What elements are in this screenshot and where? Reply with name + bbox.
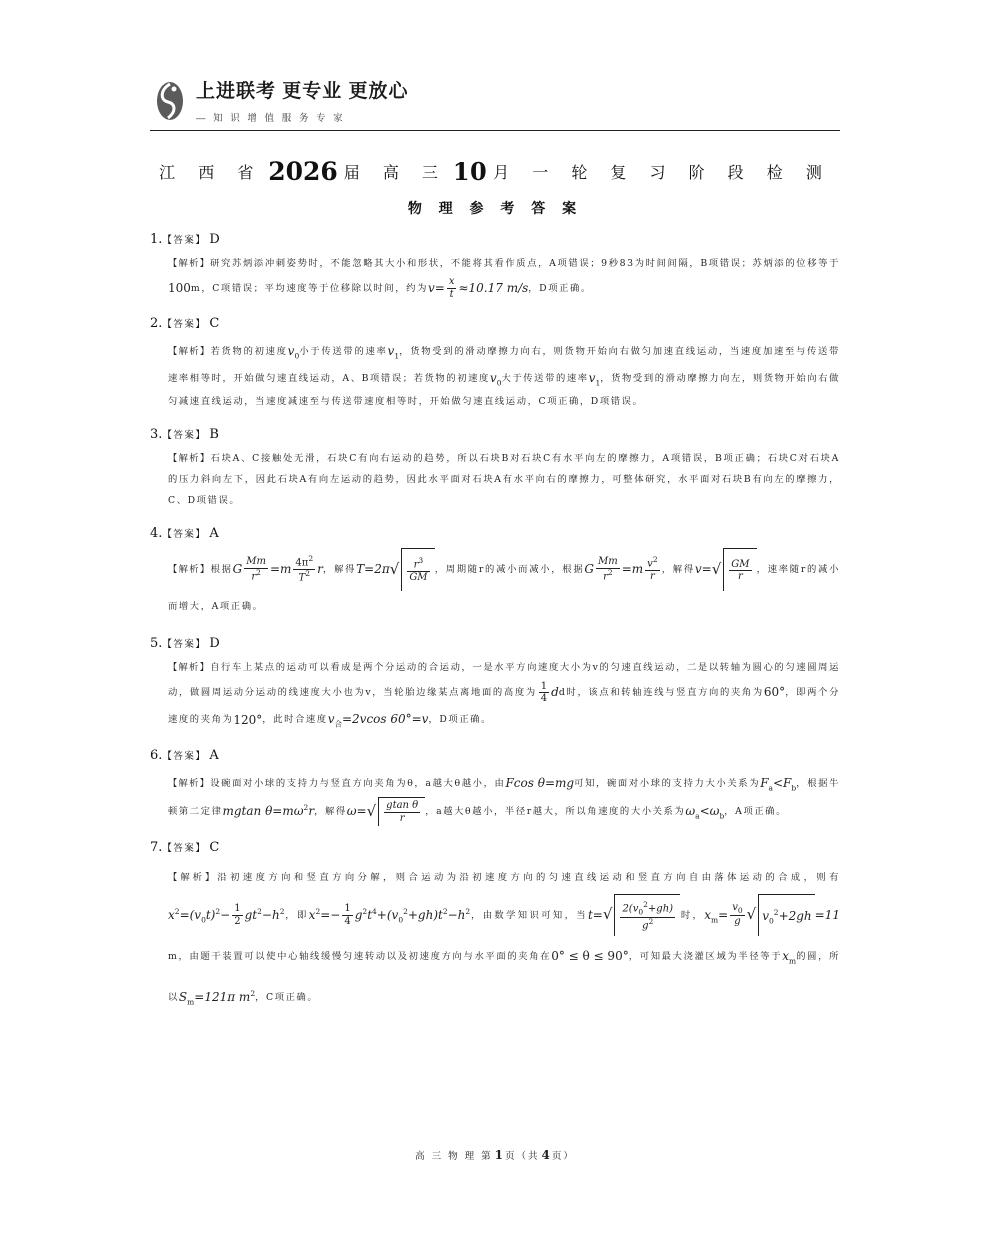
analysis-eq-3: mgtan $\theta=m\omega^2r$ — [222, 802, 315, 818]
title-suffix: 月 一 轮 复 习 阶 段 检 测 — [493, 163, 831, 182]
answer-item-1 — [150, 231, 840, 302]
header-divider — [150, 130, 840, 131]
page-subtitle: 物 理 参 考 答 案 — [407, 201, 583, 217]
item-number: 2. — [150, 315, 163, 331]
analysis-text-1: 若货物的初速度 — [210, 346, 288, 358]
analysis-text-4: 大于传送带的速率 — [501, 373, 589, 385]
answer-value: A — [209, 747, 219, 763]
answer-label: 【答案】 — [162, 430, 207, 442]
analysis-text-3: ，由数学知识可知，当 — [470, 909, 588, 921]
analysis-text-4: ，解得 — [314, 805, 347, 817]
analysis-tag: 【解析】 — [168, 258, 211, 269]
answer-head — [150, 231, 840, 247]
analysis-eq-1: $x^2=(v_0t)^2-$ $\frac{1}{2}$ $gt^2-h^2$ — [168, 903, 285, 927]
analysis-text-5: m，由题干装置可以使中心轴线缓慢匀速转动以及初速度方向与水平面的夹角在 — [168, 951, 552, 963]
analysis-text-4: ，解得 — [661, 563, 695, 575]
analysis-body — [150, 658, 840, 733]
title-year: 2026 — [268, 157, 338, 186]
item-number: 5. — [150, 636, 163, 652]
analysis-tag: 【解析】 — [168, 453, 211, 465]
answer-item-7 — [150, 839, 840, 1018]
analysis-text-5: ，货物受到的滑动摩擦力向左，则货物开始向右做匀减速直线运动，当速度减速至与传送带速度相等时，开始做匀速直线运动，C项正确，D项错误。 — [168, 373, 840, 408]
answer-head — [150, 426, 840, 442]
answer-value: D — [209, 232, 220, 247]
footer-mid: 页（共 — [505, 1151, 540, 1162]
analysis-text-2: ，解得 — [322, 563, 357, 575]
answer-label: 【答案】 — [162, 842, 207, 854]
analysis-eq-3: t=√ $\frac{2(v_0^2+gh)}{g^2}$ — [588, 894, 680, 937]
item-number: 4. — [150, 526, 163, 542]
analysis-body — [150, 548, 840, 622]
title-prefix: 江 西 省 — [159, 163, 263, 182]
answer-label: 【答案】 — [162, 235, 207, 246]
analysis-text-3: ，根据牛顿第二定律 — [168, 777, 840, 817]
answer-value: D — [209, 636, 220, 652]
analysis-text-4: ，此时合速度 — [262, 714, 328, 726]
analysis-text-2: 小于传送带的速率 — [299, 346, 388, 358]
analysis-frac-1: $\frac{1}{4}$ d — [540, 680, 559, 705]
answer-value: A — [209, 526, 219, 542]
analysis-text-1: 自行车上某点的运动可以看成是两个分运动的合运动，一是水平方向速度大小为v的匀速直线运动，二是以转轴为圆心的匀速圆周运动，做圆周运动分运动的线速度大小也为v，当轮胎边缘某点离地面的高度为 — [168, 662, 840, 699]
footer-subject: 高 三 物 理 — [415, 1151, 477, 1162]
answer-label: 【答案】 — [162, 529, 207, 541]
analysis-body — [150, 862, 840, 1018]
analysis-text-2: 可知，碗面对小球的支持力大小关系为 — [574, 777, 761, 789]
analysis-angle-1: 0° ≤ θ ≤ 90° — [551, 949, 629, 964]
analysis-tag: 【解析】 — [168, 662, 211, 674]
analysis-angle-2: 120° — [233, 712, 263, 727]
analysis-text-6: ，A项正确。 — [724, 805, 788, 817]
answer-head — [150, 525, 840, 541]
analysis-math-v1: $v_1$ — [387, 343, 400, 361]
answer-label: 【答案】 — [162, 318, 207, 330]
title-mid: 届 高 三 — [343, 163, 447, 182]
analysis-text-1: 设碗面对小球的支持力与竖直方向夹角为θ，a越大θ越小，由 — [210, 777, 506, 789]
analysis-math-v1b: $v_1$ — [588, 371, 601, 388]
answer-head — [150, 839, 840, 855]
item-number: 3. — [150, 427, 163, 443]
analysis-tag: 【解析】 — [168, 777, 211, 789]
analysis-math-v0: $v_0$ — [287, 343, 300, 361]
answer-value: B — [209, 427, 219, 443]
analysis-text-3: ，D项正确。 — [528, 282, 592, 294]
brand-title: 上进联考 更专业 更放心 — [196, 81, 409, 102]
brand-header — [150, 80, 840, 128]
footer-page-label: 第 — [481, 1151, 493, 1162]
analysis-text-5: ，D项正确。 — [428, 714, 493, 726]
title-month: 10 — [452, 157, 488, 186]
answer-item-6 — [150, 747, 840, 826]
analysis-eq-1: $v_合=2vcos$ 60°=v — [327, 712, 429, 729]
answer-item-5 — [150, 635, 840, 733]
item-number: 7. — [150, 839, 163, 855]
analysis-text-5: ，速率随r的减小而增大，A项正确。 — [168, 563, 840, 612]
analysis-math-2: v= $\frac{x}{t}$ ≈10.17 m/s — [427, 276, 529, 300]
analysis-body — [150, 770, 840, 826]
analysis-eq-5: $\omega_a<\omega_b$ — [685, 803, 725, 821]
analysis-body — [150, 254, 840, 302]
page-title — [150, 157, 840, 186]
analysis-body — [150, 449, 840, 512]
analysis-text-3: ，周期随r的减小而减小，根据 — [434, 563, 585, 575]
answer-label: 【答案】 — [162, 750, 207, 762]
analysis-text-3: ，即两个分速度的夹角为 — [168, 687, 840, 726]
analysis-eq-1: G $\frac{Mm}{r^2}$ =m $\frac{4\pi^2}{T^2}$ r — [232, 554, 323, 584]
brand-text — [196, 80, 409, 124]
analysis-angle-1: 60° — [763, 685, 786, 700]
answer-item-3 — [150, 426, 840, 512]
analysis-eq-5: $x_m$ — [782, 949, 797, 966]
analysis-eq-2: T=2π√ $\frac{r^3}{GM}$ — [356, 548, 434, 591]
answer-label: 【答案】 — [162, 639, 207, 651]
item-number: 1. — [150, 232, 163, 247]
analysis-text-1: 沿初速度方向和竖直方向分解，则合运动为沿初速度方向的匀速直线运动和竖直方向自由落体运动的合成，则有 — [217, 871, 840, 883]
swirl-logo-icon — [150, 80, 190, 122]
analysis-text-1: 根据 — [210, 563, 233, 575]
analysis-text-3: ，货物受到的滑动摩擦力向右，则货物开始向右做匀加速直线运动，当速度加速至与传送带速率相等时，开始做匀速直线运动，A、B项错误；若货物的初速度 — [168, 346, 840, 385]
analysis-math-v0b: $v_0$ — [489, 371, 502, 388]
analysis-eq-2: $x^2=-$ $\frac{1}{4}$ $g^2t^4+(v_0^2+gh)t^2-h^2$ — [308, 903, 471, 927]
footer-right: 页） — [551, 1151, 575, 1162]
analysis-eq-4: v=√ $\frac{GM}{r}$ — [695, 548, 757, 591]
analysis-tag: 【解析】 — [168, 871, 218, 883]
analysis-tag: 【解析】 — [168, 346, 211, 358]
analysis-body — [150, 338, 840, 413]
analysis-text-2: ，即 — [284, 909, 309, 921]
item-number: 6. — [150, 747, 163, 763]
analysis-text-2: d时，该点和转轴连线与竖直方向的夹角为 — [558, 687, 764, 699]
analysis-text-6: ，可知最大浇灌区域为半径等于 — [628, 951, 783, 963]
analysis-text-2: m，C项错误；平均速度等于位移除以时间，约为 — [190, 282, 428, 294]
page-footer — [150, 1148, 840, 1162]
analysis-math-1: 100 — [168, 280, 191, 295]
analysis-text-1: 研究苏炳添冲刺姿势时，不能忽略其大小和形状，不能将其看作质点，A项错误；9秒83为时间间隔，B项错误；苏炳添的位移等于 — [210, 258, 840, 269]
analysis-eq-4: ω=√ $\frac{\text{gtan θ}}{r}$ — [347, 797, 425, 826]
analysis-tag: 【解析】 — [168, 563, 211, 575]
analysis-text-4: 时， — [680, 909, 705, 921]
answer-item-4 — [150, 525, 840, 622]
analysis-eq-6: $S_m=121\pi$ $m^2$ — [178, 989, 256, 1007]
answer-head — [150, 747, 840, 763]
answer-head — [150, 315, 840, 331]
analysis-text-1: 石块A、C接触处无滑，石块C有向右运动的趋势，所以石块B对石块C有水平向左的摩擦力，A项错误，B项正确；石块C对石块A的压力斜向左下，因此石块A有向左运动的趋势，因此水平面对石块A有水平向右的摩擦力，可整体研究，水平面对石块B有向左的摩擦力，C、D项错误。 — [168, 453, 840, 507]
answer-item-2 — [150, 315, 840, 413]
analysis-text-5: ，a越大θ越小，半径r越大，所以角速度的大小关系为 — [425, 805, 686, 817]
page-content — [150, 80, 840, 1018]
analysis-eq-1: Fcos θ=mg — [505, 775, 575, 790]
footer-total-pages: 4 — [541, 1148, 550, 1162]
analysis-eq-4: $x_m=$ $\frac{v_0}{g}$ √ $v_0^2+2gh =11$ — [704, 894, 840, 937]
brand-subtitle: — 知 识 增 值 服 务 专 家 — [196, 112, 346, 124]
answer-value: C — [209, 315, 220, 331]
analysis-eq-2: $F_a<F_b$ — [760, 775, 797, 793]
analysis-text-8: ，C项正确。 — [255, 992, 319, 1004]
analysis-text-7: 的圆，所以 — [168, 951, 841, 1004]
answer-head — [150, 635, 840, 651]
answer-value: C — [209, 839, 220, 855]
footer-page-number: 1 — [494, 1148, 504, 1162]
analysis-eq-3: G $\frac{Mm}{r^2}$ =m $\frac{v^2}{r}$ — [584, 555, 658, 583]
